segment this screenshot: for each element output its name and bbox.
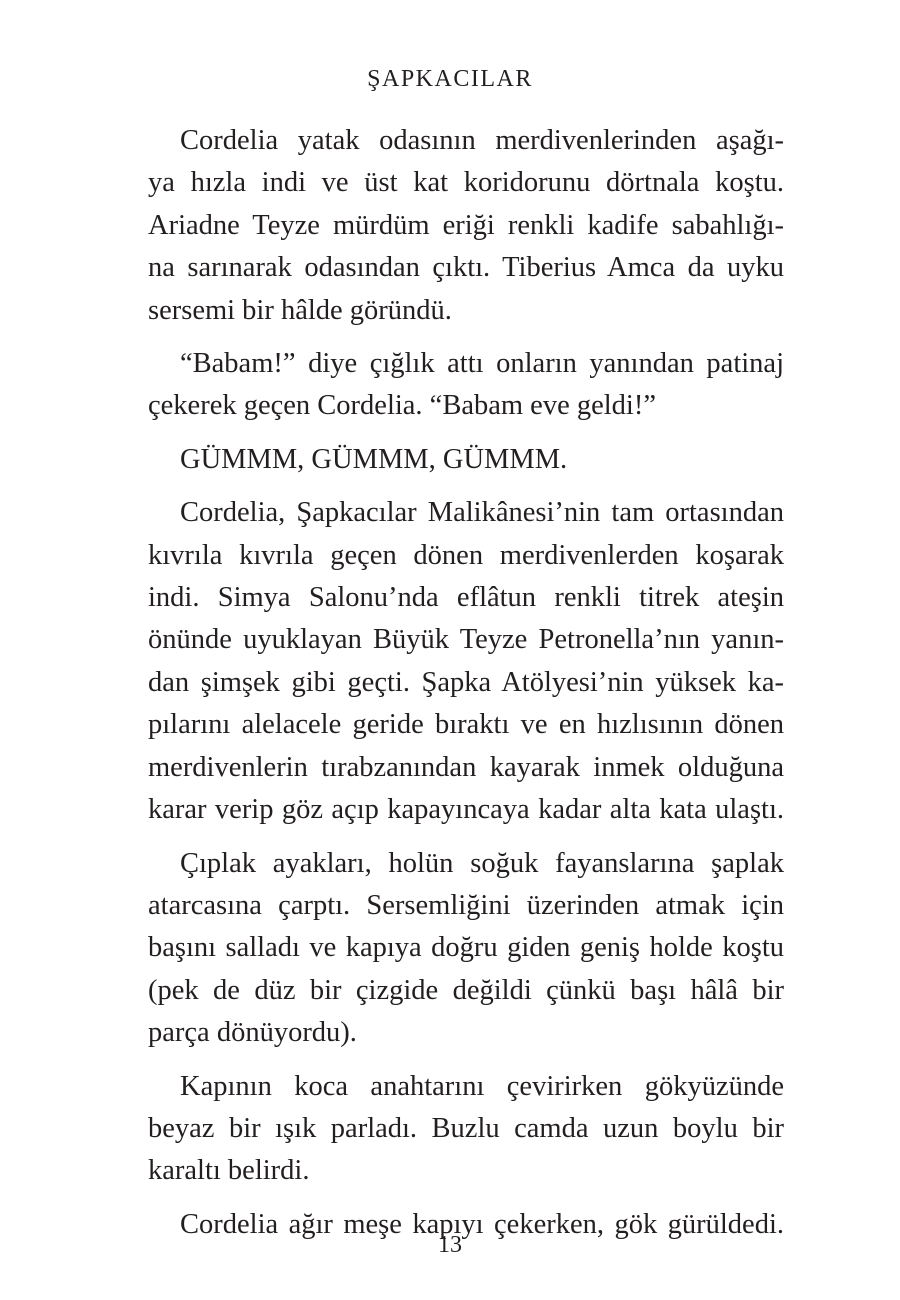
text-line: GÜMMM, GÜMMM, GÜMMM.	[180, 443, 568, 475]
text-line: çekerek geçen Cordelia. “Babam eve geldi!”	[148, 390, 656, 422]
text-line: karar verip göz açıp kapayıncaya kadar alta kata ulaştı.	[148, 794, 784, 826]
text-line: Ariadne Teyze mürdüm eriği renkli kadife sabahlığı-	[148, 209, 784, 241]
running-head: ŞAPKACILAR	[367, 66, 533, 92]
text-line: atarcasına çarptı. Sersemliğini üzerinden atmak için	[148, 889, 784, 921]
text-line: ya hızla indi ve üst kat koridorunu dörtnala koştu.	[148, 167, 784, 199]
text-line: na sarınarak odasından çıktı. Tiberius Amca da uyku	[148, 252, 784, 284]
text-line: kıvrıla kıvrıla geçen dönen merdivenlerden koşarak	[148, 539, 784, 571]
text-line: (pek de düz bir çizgide değildi çünkü başı hâlâ bir	[148, 974, 784, 1006]
text-line: Çıplak ayakları, holün soğuk fayanslarına şaplak	[180, 847, 784, 879]
paragraph-4	[148, 492, 784, 831]
text-line: Kapının koca anahtarını çevirirken gökyüzünde	[180, 1070, 784, 1102]
text-line: başını salladı ve kapıya doğru giden geniş holde koştu	[148, 932, 784, 964]
text-line: önünde uyuklayan Büyük Teyze Petronella’nın yanın-	[148, 624, 784, 656]
paragraph-6	[148, 1066, 784, 1193]
text-line: Cordelia, Şapkacılar Malikânesi’nin tam ortasından	[180, 497, 784, 529]
text-line: sersemi bir hâlde göründü.	[148, 294, 452, 326]
text-line: pılarını alelacele geride bıraktı ve en hızlısının dönen	[148, 709, 784, 741]
paragraph-1	[148, 120, 784, 332]
text-line: parça dönüyordu).	[148, 1017, 357, 1049]
text-line: Cordelia ağır meşe kapıyı çekerken, gök gürüldedi.	[180, 1208, 784, 1240]
paragraph-5	[148, 843, 784, 1055]
text-line: karaltı belirdi.	[148, 1155, 310, 1187]
body-text	[148, 120, 784, 1257]
text-line: Cordelia yatak odasının merdivenlerinden aşağı-	[180, 125, 784, 156]
text-line: dan şimşek gibi geçti. Şapka Atölyesi’nin yüksek ka-	[148, 666, 784, 698]
text-line: indi. Simya Salonu’nda eflâtun renkli titrek ateşin	[148, 582, 784, 614]
text-line: “Babam!” diye çığlık attı onların yanından patinaj	[180, 348, 784, 380]
paragraph-3	[148, 439, 784, 481]
text-line: merdivenlerin tırabzanından kayarak inmek olduğuna	[148, 751, 784, 783]
page-number: 13	[438, 1232, 462, 1258]
text-line: beyaz bir ışık parladı. Buzlu camda uzun boylu bir	[148, 1112, 784, 1144]
paragraph-2	[148, 343, 784, 428]
